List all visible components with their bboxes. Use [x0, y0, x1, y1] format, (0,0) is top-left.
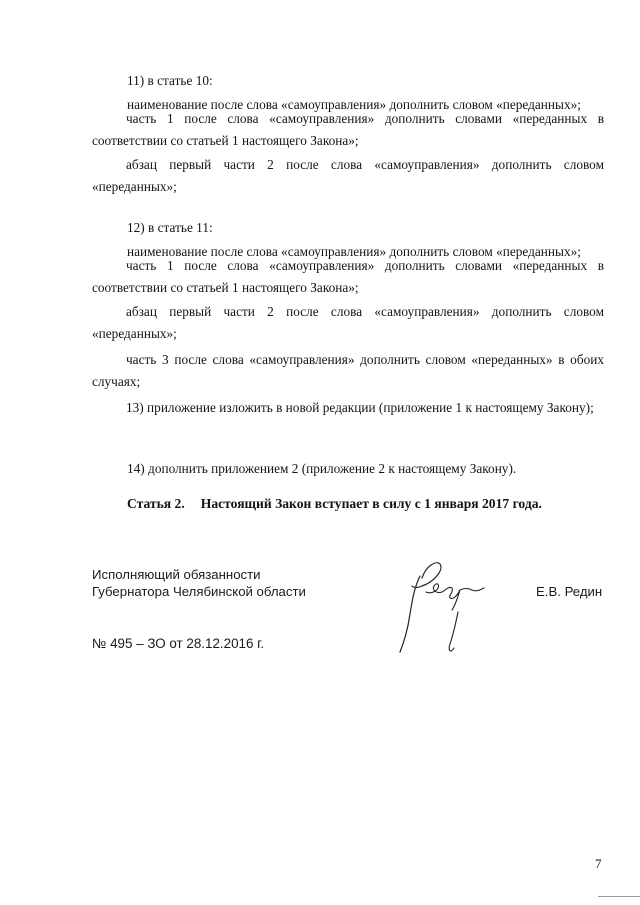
item-12-heading: 12) в статье 11:: [127, 220, 213, 236]
signatory-title-line2: Губернатора Челябинской области: [92, 584, 306, 599]
article-2: [127, 493, 542, 515]
law-number-date: № 495 – ЗО от 28.12.2016 г.: [92, 636, 265, 651]
item-11-part2-change: абзац первый части 2 после слова «самоуправления» дополнить словом «переданных»;: [92, 157, 604, 194]
article-2-label: Статья 2.: [127, 496, 185, 511]
item-12-part3-change: часть 3 после слова «самоуправления» дополнить словом «переданных» в обоих случаях;: [92, 352, 604, 389]
signatory-title-line1: Исполняющий обязанности: [92, 567, 261, 582]
signatory-title: [92, 566, 306, 600]
item-14-appendix: 14) дополнить приложением 2 (приложение 2 к настоящему Закону).: [127, 461, 517, 477]
item-12-part1-change: часть 1 после слова «самоуправления» дополнить словами «переданных в соответствии со статьей 1 настоящего Закона»;: [92, 258, 604, 295]
item-12-title-change: наименование после слова «самоуправления» дополнить словом «переданных»;: [127, 244, 581, 260]
item-11-title-change: наименование после слова «самоуправления» дополнить словом «переданных»;: [127, 97, 581, 113]
item-11-part1-change: часть 1 после слова «самоуправления» дополнить словами «переданных в соответствии со статьей 1 настоящего Закона»;: [92, 111, 604, 148]
handwritten-signature: [392, 548, 502, 660]
item-12-part2-change: абзац первый части 2 после слова «самоуправления» дополнить словом «переданных»;: [92, 304, 604, 341]
item-11-heading: 11) в статье 10:: [127, 73, 213, 89]
page-number: 7: [595, 856, 602, 871]
item-13-appendix: 13) приложение изложить в новой редакции (приложение 1 к настоящему Закону);: [126, 400, 594, 415]
signatory-name: Е.В. Редин: [536, 584, 603, 599]
article-2-text: Настоящий Закон вступает в силу с 1 января 2017 года.: [200, 496, 542, 511]
bottom-edge-rule: [598, 896, 640, 897]
